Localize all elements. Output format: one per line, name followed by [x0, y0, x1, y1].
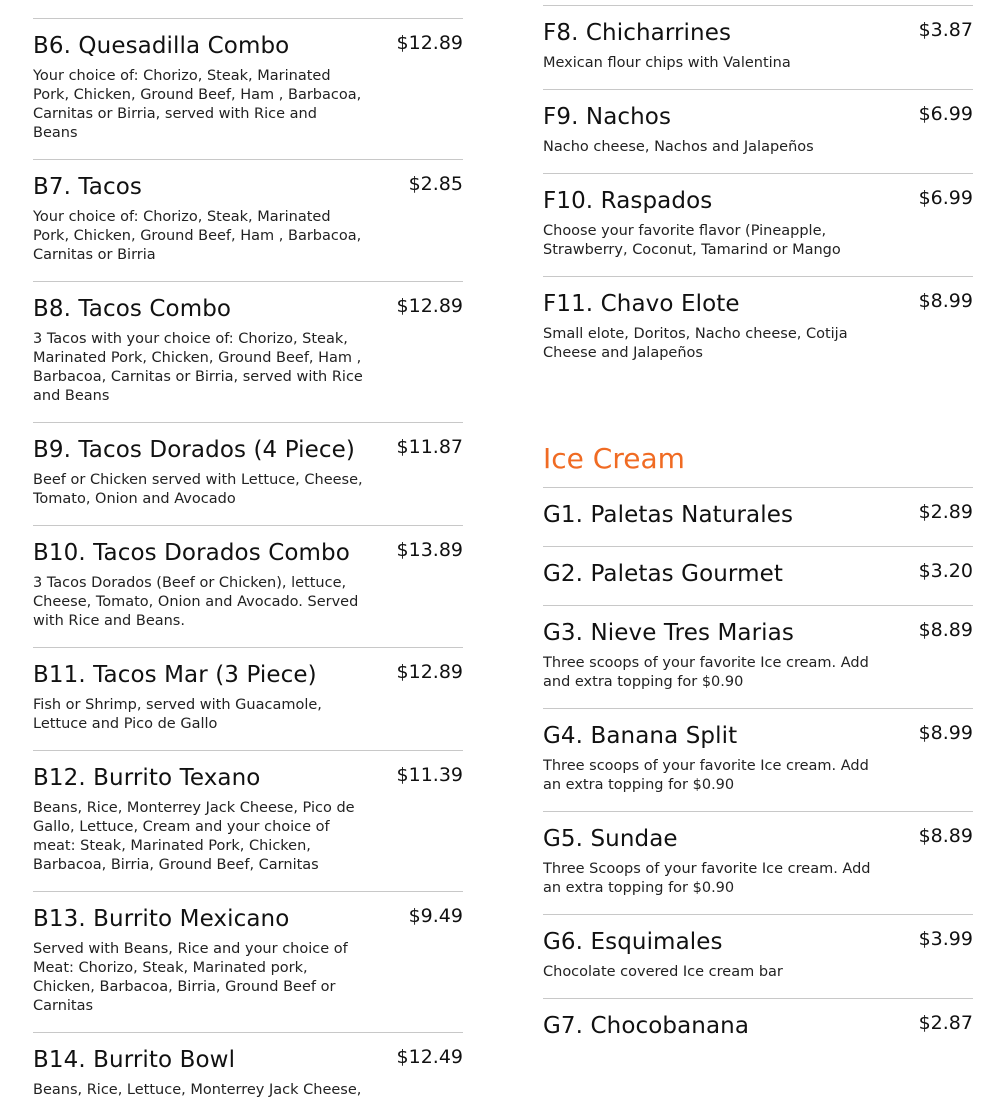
- menu-item[interactable]: [33, 422, 463, 525]
- menu-item-description: Three scoops of your favorite Ice cream. Add an extra topping for $0.90: [543, 758, 869, 793]
- menu-item-title: G6. Esquimales: [543, 929, 723, 955]
- menu-item[interactable]: [543, 605, 973, 708]
- menu-item-description: Beans, Rice, Lettuce, Monterrey Jack Cheese,: [33, 1082, 362, 1098]
- menu-item-title: G1. Paletas Naturales: [543, 502, 794, 528]
- menu-item-title: B9. Tacos Dorados (4 Piece): [33, 437, 355, 463]
- menu-item-title: G2. Paletas Gourmet: [543, 561, 783, 587]
- menu-item[interactable]: [543, 811, 973, 914]
- menu-item[interactable]: [33, 647, 463, 750]
- menu-item[interactable]: [33, 159, 463, 281]
- menu-item[interactable]: [543, 173, 973, 276]
- menu-item[interactable]: [33, 1032, 463, 1106]
- menu-item[interactable]: [543, 89, 973, 173]
- menu-item[interactable]: [33, 750, 463, 891]
- menu-item-title: B13. Burrito Mexicano: [33, 906, 290, 932]
- menu-item-price: $2.85: [408, 173, 463, 195]
- menu-item[interactable]: [543, 998, 973, 1057]
- menu-item-title: F9. Nachos: [543, 104, 672, 130]
- menu-item-description: Chocolate covered Ice cream bar: [543, 964, 783, 980]
- menu-item-price: $12.89: [396, 295, 463, 317]
- menu-item-price: $8.89: [918, 619, 973, 641]
- right-menu-list: [543, 5, 973, 1057]
- menu-item-description: Nacho cheese, Nachos and Jalapeños: [543, 139, 814, 155]
- left-menu-column: [33, 0, 463, 1106]
- menu-item-description: 3 Tacos Dorados (Beef or Chicken), lettuce, Cheese, Tomato, Onion and Avocado. Served with Rice and Beans.: [33, 575, 359, 629]
- menu-item-price: $11.87: [396, 436, 463, 458]
- menu-item-price: $3.99: [918, 928, 973, 950]
- menu-item-description: Served with Beans, Rice and your choice of Meat: Chorizo, Steak, Marinated pork, Chicken, Barbacoa, Birria, Ground Beef or Carnitas: [33, 941, 348, 1014]
- menu-item-title: B14. Burrito Bowl: [33, 1047, 236, 1073]
- menu-item[interactable]: [33, 281, 463, 422]
- menu-item-description: Fish or Shrimp, served with Guacamole, Lettuce and Pico de Gallo: [33, 697, 322, 732]
- menu-item-title: F10. Raspados: [543, 188, 713, 214]
- menu-item-description: Three scoops of your favorite Ice cream. Add and extra topping for $0.90: [543, 655, 869, 690]
- menu-item-title: F8. Chicharrines: [543, 20, 732, 46]
- menu-item-title: B11. Tacos Mar (3 Piece): [33, 662, 317, 688]
- menu-item-price: $3.87: [918, 19, 973, 41]
- menu-item-description: Mexican flour chips with Valentina: [543, 55, 791, 71]
- menu-item-price: $8.89: [918, 825, 973, 847]
- right-menu-column: [543, 0, 973, 1106]
- menu-item-title: B8. Tacos Combo: [33, 296, 232, 322]
- menu-item-price: $11.39: [396, 764, 463, 786]
- menu-item-title: G4. Banana Split: [543, 723, 738, 749]
- menu-item[interactable]: [543, 276, 973, 379]
- menu-item[interactable]: [543, 546, 973, 605]
- left-menu-list: [33, 0, 463, 1106]
- menu-item-title: F11. Chavo Elote: [543, 291, 740, 317]
- menu-item[interactable]: [33, 18, 463, 159]
- menu-item[interactable]: [33, 0, 463, 18]
- menu-item-price: $13.89: [396, 539, 463, 561]
- menu-item[interactable]: [543, 914, 973, 998]
- section-heading-ice-cream: Ice Cream: [543, 442, 685, 475]
- menu-item-price: $2.89: [918, 501, 973, 523]
- menu-item-description: 3 Tacos with your choice of: Chorizo, Steak, Marinated Pork, Chicken, Ground Beef, Ham , Barbacoa, Carnitas or Birria, served with Rice and Beans: [33, 331, 363, 404]
- menu-item-price: $9.49: [408, 905, 463, 927]
- menu-item-description: Three Scoops of your favorite Ice cream. Add an extra topping for $0.90: [543, 861, 871, 896]
- menu-item-description: Beef or Chicken served with Lettuce, Cheese, Tomato, Onion and Avocado: [33, 472, 363, 507]
- menu-item[interactable]: [543, 5, 973, 89]
- menu-item-price: $12.89: [396, 661, 463, 683]
- menu-item[interactable]: [543, 708, 973, 811]
- menu-item-price: $2.87: [918, 1012, 973, 1034]
- menu-item-title: B12. Burrito Texano: [33, 765, 261, 791]
- menu-item-description: Choose your favorite flavor (Pineapple, Strawberry, Coconut, Tamarind or Mango: [543, 223, 841, 258]
- menu-item-price: $12.49: [396, 1046, 463, 1068]
- menu-item-title: B7. Tacos: [33, 174, 142, 200]
- menu-item-description: Your choice of: Chorizo, Steak, Marinated Pork, Chicken, Ground Beef, Ham , Barbacoa, Carnitas or Birria, served with Rice and Beans: [33, 68, 362, 141]
- menu-item-title: G5. Sundae: [543, 826, 678, 852]
- menu-item[interactable]: [543, 487, 973, 546]
- menu-item-title: G7. Chocobanana: [543, 1013, 750, 1039]
- menu-item-price: $12.89: [396, 32, 463, 54]
- menu-item-title: G3. Nieve Tres Marias: [543, 620, 794, 646]
- menu-item-description: Your choice of: Chorizo, Steak, Marinated Pork, Chicken, Ground Beef, Ham , Barbacoa, Carnitas or Birria: [33, 209, 362, 263]
- menu-item-title: B10. Tacos Dorados Combo: [33, 540, 350, 566]
- menu-item-price: $8.99: [918, 722, 973, 744]
- menu-item-description: Small elote, Doritos, Nacho cheese, Cotija Cheese and Jalapeños: [543, 326, 848, 361]
- menu-item-title: B6. Quesadilla Combo: [33, 33, 290, 59]
- menu-item-price: $6.99: [918, 103, 973, 125]
- menu-item-description: Beans, Rice, Monterrey Jack Cheese, Pico de Gallo, Lettuce, Cream and your choice of meat: Steak, Marinated Pork, Chicken, Barbacoa, Birria, Ground Beef, Carnitas: [33, 800, 355, 873]
- menu-item-price: $8.99: [918, 290, 973, 312]
- menu-item-price: $6.99: [918, 187, 973, 209]
- menu-item-description: [33, 0, 363, 2]
- section-spacer: [543, 379, 973, 441]
- menu-item-price: $3.20: [918, 560, 973, 582]
- menu-item[interactable]: [33, 525, 463, 647]
- menu-item[interactable]: [33, 891, 463, 1032]
